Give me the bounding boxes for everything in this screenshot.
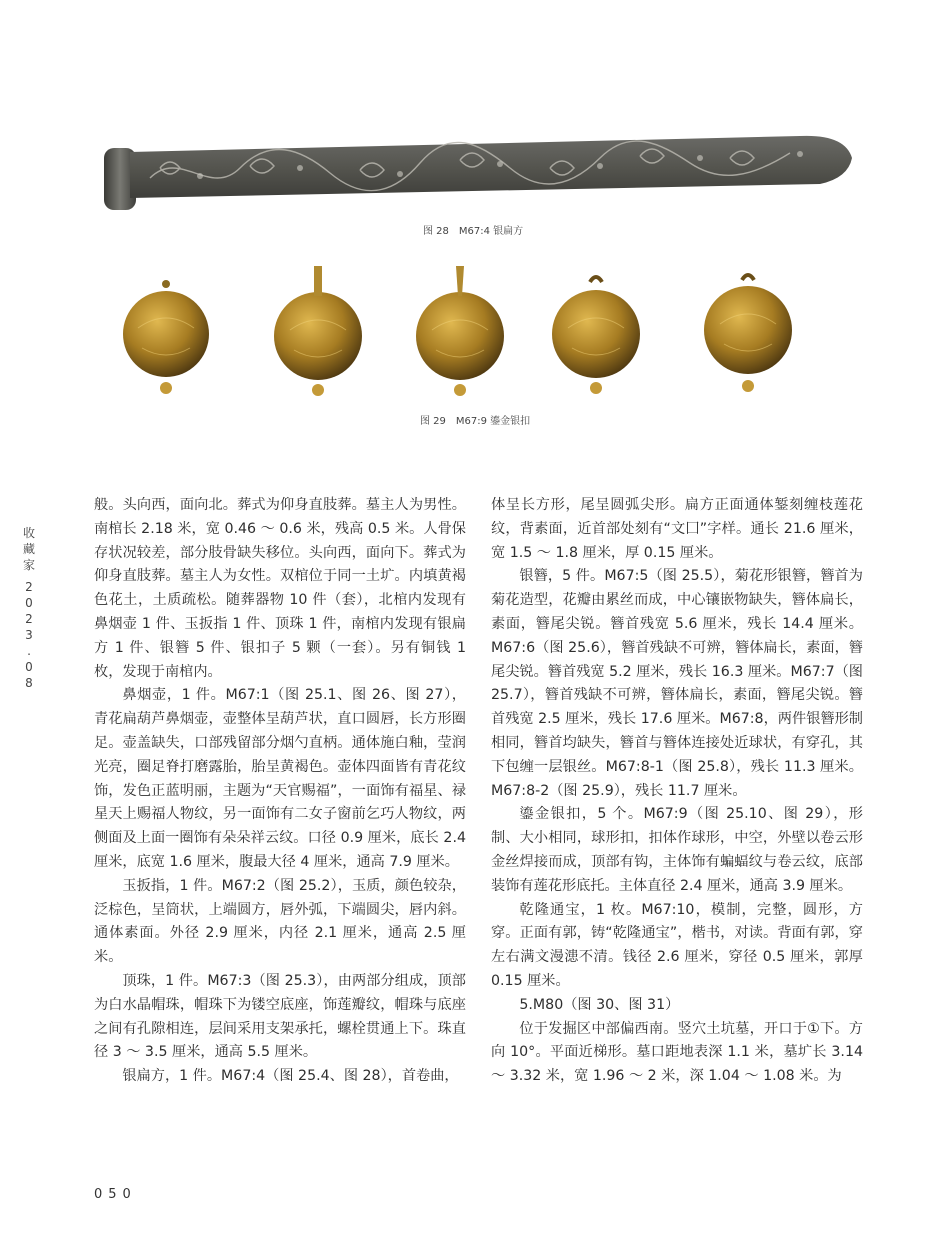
header-char: 藏 xyxy=(22,542,35,556)
paragraph: 银扁方，1 件。M67:4（图 25.4、图 28），首卷曲， xyxy=(122,1068,459,1085)
paragraph: 鼻烟壶，1 件。M67:1（图 25.1、图 26、图 27），青花扁葫芦鼻烟壶，壶整体呈葫芦状，直口圆唇，长方形圈足。壶盖缺失，口部残留部分烟勺直柄。通体施白釉，莹润光亮，圈足脊打磨露胎，胎呈黄褐色。壶体四面皆有青花纹饰，发色正蓝明丽，主题为“天官赐福”，一面饰有福星、禄星天上赐福人物纹，另一面饰有二女子窗前乞巧人物纹，两侧面及上面一圈饰有朵朵祥云纹。口径 0.9 厘米，底长 2.4 厘米，底宽 1.6 厘米，腹最大径 4 厘米，通高 7.9 厘米。 xyxy=(94,687,466,870)
gilded-buttons-photo xyxy=(108,258,820,402)
left-column xyxy=(94,494,466,1089)
paragraph: 银簪，5 件。M67:5（图 25.5），菊花形银簪，簪首为菊花造型，花瓣由累丝而成，中心镶嵌物缺失，簪体扁长，素面，簪尾尖锐。簪首残宽 5.6 厘米，残长 14.4 厘米。M67:6（图 25.6），簪首残缺不可辨，簪体扁长，素面，簪尾尖锐。簪首残宽 5.2 厘米，残长 16.3 厘米。M67:7（图 25.7），簪首残缺不可辨，簪体扁长，素面，簪尾尖锐。簪首残宽 2.5 厘米，残长 17.6 厘米。M67:8，两件银簪形制相同，簪首均缺失，簪首与簪体连接处近球状，有穿孔，其下包缠一层银丝。M67:8-1（图 25.8），残长 11.3 厘米。M67:8-2（图 25.9），残长 11.7 厘米。 xyxy=(491,568,863,799)
button-5 xyxy=(704,275,792,392)
figure-29-caption: 图 29 M67:9 鎏金银扣 xyxy=(420,416,531,427)
header-char: 家 xyxy=(22,558,35,572)
section-heading: 5.M80（图 30、图 31） xyxy=(519,996,680,1013)
paragraph: 体呈长方形，尾呈圆弧尖形。扁方正面通体錾刻缠枝莲花纹，背素面，近首部处刻有“文囗”字样。通长 21.6 厘米，宽 1.5 ～ 1.8 厘米，厚 0.15 厘米。 xyxy=(491,497,863,561)
button-3 xyxy=(416,266,504,396)
header-char: 2 xyxy=(25,580,33,594)
paragraph: 位于发掘区中部偏西南。竖穴土坑墓，开口于①下。方向 10°。平面近梯形。墓口距地表深 1.1 米，墓圹长 3.14 ～ 3.32 米，宽 1.96 ～ 2 米，深 1.04 ～ 1.08 米。为 xyxy=(491,1020,863,1085)
page-number: 050 xyxy=(94,1187,137,1202)
paragraph: 乾隆通宝，1 枚。M67:10，模制，完整，圆形，方穿。正面有郭，铸“乾隆通宝”，楷书，对读。背面有郭，穿左右满文漫漶不清。钱径 2.6 厘米，穿径 0.5 厘米，郭厚 0.15 厘米。 xyxy=(491,901,863,989)
running-header xyxy=(20,525,38,691)
header-char: 2 xyxy=(25,612,33,626)
header-char: 0 xyxy=(25,660,33,674)
header-char: 8 xyxy=(25,676,33,690)
header-char: 收 xyxy=(22,526,35,540)
paragraph: 般。头向西，面向北。葬式为仰身直肢葬。墓主人为男性。南棺长 2.18 米，宽 0.46 ～ 0.6 米，残高 0.5 米。人骨保存状况较差，部分肢骨缺失移位。头向西，面向下。葬式为仰身直肢葬。墓主人为女性。双棺位于同一土圹。内填黄褐色花土，土质疏松。随葬器物 10 件（套），北棺内发现有鼻烟壶 1 件、玉扳指 1 件、顶珠 1 件，南棺内发现有银扁方 1 件、银簪 5 件、银扣子 5 颗（一套）。另有铜钱 1 枚，发现于南棺内。 xyxy=(94,497,466,680)
header-char: . xyxy=(27,644,31,658)
figure-28-caption: 图 28 M67:4 银扁方 xyxy=(423,226,524,237)
header-char: 3 xyxy=(25,628,33,642)
button-2 xyxy=(274,266,362,396)
button-4 xyxy=(552,277,640,394)
paragraph: 玉扳指，1 件。M67:2（图 25.2），玉质，颜色较杂，泛棕色，呈筒状，上端圆方，唇外弧，下端圆尖，唇内斜。通体素面。外径 2.9 厘米，内径 2.1 厘米，通高 2.5 厘米。 xyxy=(94,877,466,966)
silver-hairpin-photo xyxy=(100,128,860,218)
paragraph: 鎏金银扣，5 个。M67:9（图 25.10、图 29），形制、大小相同，球形扣，扣体作球形，中空，外壁以卷云形金丝焊接而成，顶部有钩，主体饰有蝙蝠纹与卷云纹，底部装饰有莲花形底托。主体直径 2.4 厘米，通高 3.9 厘米。 xyxy=(491,806,863,894)
paragraph: 顶珠，1 件。M67:3（图 25.3），由两部分组成，顶部为白水晶帽珠，帽珠下为镂空底座，饰莲瓣纹，帽珠与底座之间有孔隙相连，层间采用支架承托，螺栓贯通上下。珠直径 3 ～ 3.5 厘米，通高 5.5 厘米。 xyxy=(94,972,466,1061)
right-column xyxy=(491,494,863,1089)
button-1 xyxy=(123,280,209,394)
header-char: 0 xyxy=(25,596,33,610)
